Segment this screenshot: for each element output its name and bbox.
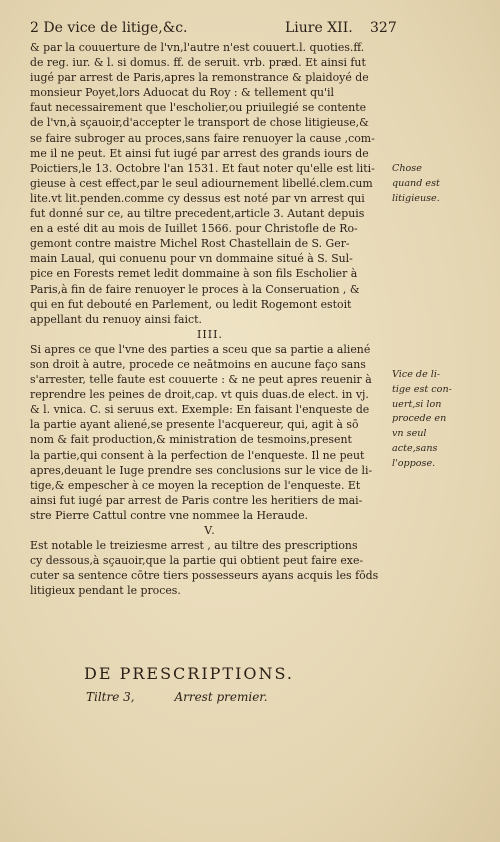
- margin-line: l'oppose.: [392, 457, 436, 469]
- text-line: & par la couuerture de l'vn,l'autre n'est couuert.l. quoties.ff.: [30, 41, 365, 54]
- text-line: litigieux pendant le proces.: [30, 584, 181, 598]
- text-line: de l'vn,à sçauoir,d'accepter le transport de chose litigieuse,&: [30, 116, 369, 130]
- margin-line: procede en: [392, 413, 447, 425]
- text-line: lite.vt lit.penden.comme cy dessus est noté par vn arrest qui: [30, 191, 365, 205]
- text-line: gieuse à cest effect,par le seul adiournement libellé.clem.cum: [30, 176, 373, 190]
- margin-line: tige est con-: [392, 383, 452, 395]
- text-line: la partie,qui consent à la perfection de l'enqueste. Il ne peut: [30, 448, 365, 462]
- margin-note-vice-de-litige: [392, 368, 484, 472]
- text-line: nom & fait production,& ministration de tesmoins,present: [30, 433, 352, 447]
- text-line: cuter sa sentence cōtre tiers possesseurs ayans acquis les fōds: [30, 569, 379, 583]
- paragraph-2: [30, 342, 390, 523]
- text-line: stre Pierre Cattul contre vne nommee la Heraude.: [30, 508, 308, 522]
- margin-line: vn seul: [392, 428, 427, 440]
- text-line: iugé par arrest de Paris,apres la remonstrance & plaidoyé de: [30, 71, 369, 85]
- chapter-subtitle: [86, 690, 386, 704]
- main-text: [30, 40, 390, 598]
- paragraph-3: [30, 538, 390, 598]
- tiltre-label: Tiltre 3,: [86, 690, 135, 704]
- arrest-label: Arrest premier.: [174, 690, 268, 704]
- chapter-title: DE PRESCRIPTIONS.: [84, 664, 295, 683]
- text-line: Est notable le treiziesme arrest , au tiltre des prescriptions: [30, 539, 358, 553]
- page-number: 327: [370, 20, 397, 36]
- text-line: Paris,à fin de faire renuoyer le proces à la Conseruation , &: [30, 282, 360, 296]
- header-section: 2 De vice de litige,&c.: [30, 20, 188, 36]
- text-line: main Laual, qui conuenu pour vn dommaine situé à S. Sul-: [30, 252, 353, 266]
- text-line: me il ne peut. Et ainsi fut iugé par arrest des grands iours de: [30, 146, 369, 160]
- margin-note-chose-litigieuse: [392, 162, 484, 206]
- running-header: [30, 18, 400, 38]
- text-line: de reg. iur. & l. si domus. ff. de seruit. vrb. præd. Et ainsi fut: [30, 56, 366, 70]
- text-line: Si apres ce que l'vne des parties a sceu que sa partie a aliené: [30, 342, 371, 356]
- text-line: apres,deuant le Iuge prendre ses conclusions sur le vice de li-: [30, 463, 373, 477]
- text-line: ainsi fut iugé par arrest de Paris contre les heritiers de mai-: [30, 493, 363, 507]
- text-line: se faire subroger au proces,sans faire renuoyer la cause ,com-: [30, 131, 375, 145]
- text-line: reprendre les peines de droit,cap. vt quis duas.de elect. in vj.: [30, 388, 369, 402]
- text-line: en a esté dit au mois de Iuillet 1566. pour Christofle de Ro-: [30, 222, 358, 236]
- margin-line: acte,sans: [392, 442, 438, 454]
- margin-line: Vice de li-: [392, 369, 441, 380]
- text-line: la partie ayant aliené,se presente l'acquereur, qui, agit à sō: [30, 418, 359, 432]
- margin-line: Chose: [392, 163, 422, 174]
- text-line: & l. vnica. C. si seruus ext. Exemple: En faisant l'enqueste de: [30, 403, 370, 417]
- text-line: faut necessairement que l'escholier,ou priuilegié se contente: [30, 101, 367, 115]
- margin-line: uert,si lon: [392, 398, 442, 410]
- header-book: Liure XII.: [285, 20, 353, 36]
- text-line: qui en fut debouté en Parlement, ou ledit Rogemont estoit: [30, 297, 352, 311]
- text-line: son droit à autre, procede ce neātmoins en aucune faço sans: [30, 357, 366, 371]
- text-line: gemont contre maistre Michel Rost Chastellain de S. Ger-: [30, 237, 350, 251]
- text-line: pice en Forests remet ledit dommaine à son fils Escholier à: [30, 267, 358, 281]
- text-line: monsieur Poyet,lors Aduocat du Roy : & tellement qu'il: [30, 86, 335, 100]
- section-heading-4: IIII.: [197, 327, 223, 341]
- text-line: cy dessous,à sçauoir,que la partie qui obtient peut faire exe-: [30, 554, 364, 568]
- paragraph-1: [30, 40, 390, 327]
- margin-line: quand est: [392, 177, 440, 189]
- text-line: appellant du renuoy ainsi faict.: [30, 312, 202, 326]
- text-line: s'arrester, telle faute est couuerte : & ne peut apres reuenir à: [30, 373, 372, 387]
- margin-line: litigieuse.: [392, 192, 440, 204]
- text-line: tige,& empescher à ce moyen la reception de l'enqueste. Et: [30, 478, 361, 492]
- text-line: fut donné sur ce, au tiltre precedent,article 3. Autant depuis: [30, 207, 365, 221]
- text-line: Poictiers,le 13. Octobre l'an 1531. Et faut noter qu'elle est liti-: [30, 161, 375, 175]
- section-heading-5: V.: [204, 524, 216, 537]
